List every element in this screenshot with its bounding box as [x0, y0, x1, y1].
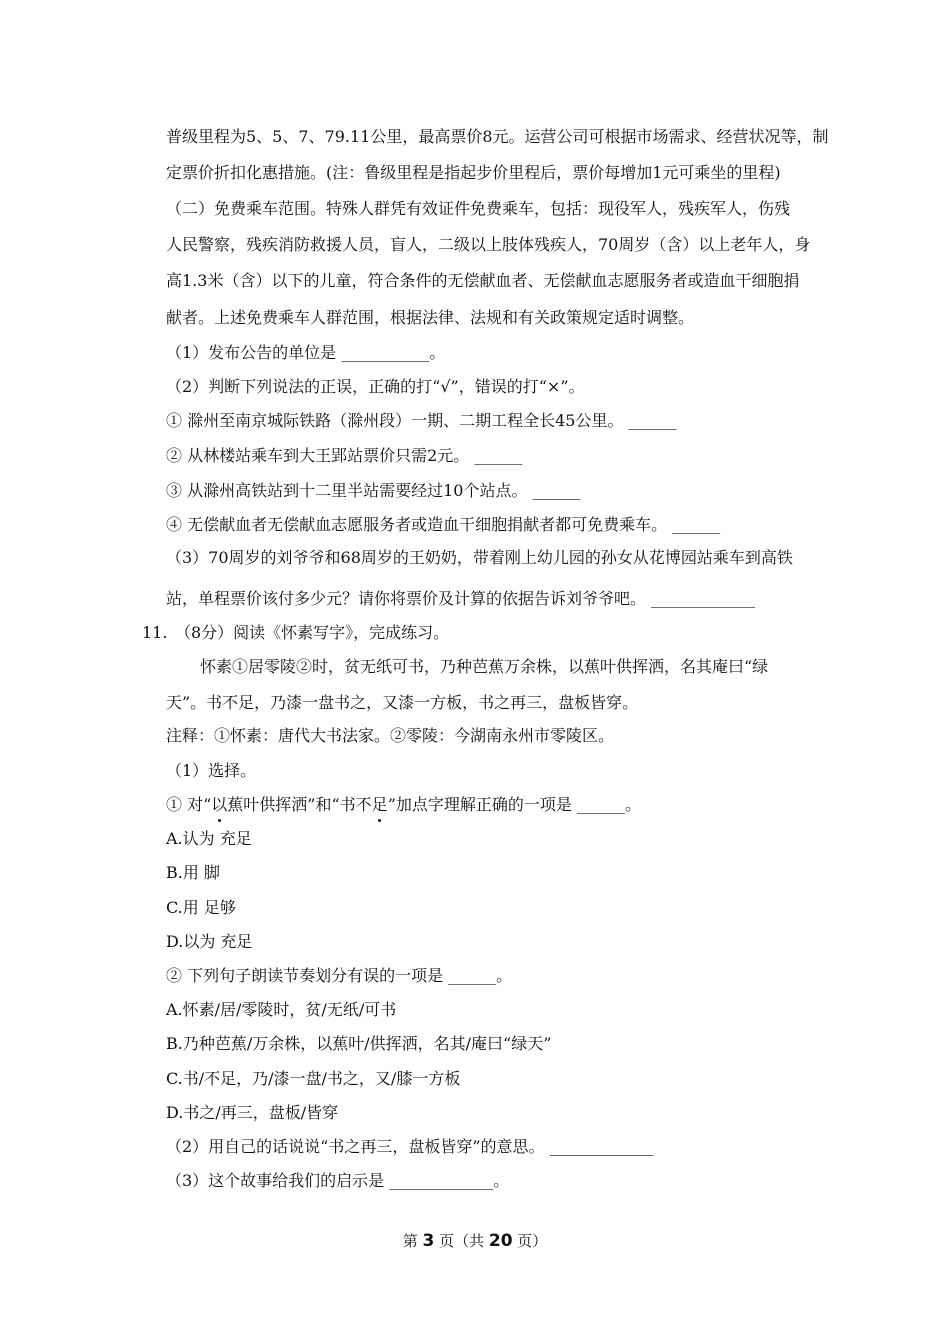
passage-line: （二）免费乘车范围。特殊人群凭有效证件免费乘车，包括：现役军人，残疾军人，伤残 — [166, 199, 791, 218]
option-d: D.以为 充足 — [166, 932, 253, 951]
passage-line: 人民警察，残疾消防救援人员，盲人，二级以上肢体残疾人，70周岁（含）以上老年人，身 — [166, 235, 811, 254]
option-a: A.认为 充足 — [166, 829, 252, 848]
subquestion-1-item-1 — [166, 794, 641, 816]
option-c: C.书/不足，乃/漆一盘/书之，又/膝一方板 — [166, 1069, 461, 1088]
question-2-item-3: ③ 从滁州高铁站到十二里半站需要经过10个站点。 ______ — [166, 481, 581, 500]
page-footer — [0, 1230, 950, 1252]
passage-line: 普级里程为5、5、7、79.11公里，最高票价8元。运营公司可根据市场需求、经营状况等，制 — [166, 127, 829, 146]
passage-line: 献者。上述免费乘车人群范围，根据法律、法规和有关政策规定适时调整。 — [166, 308, 695, 327]
text-segment: ”加点字理解正确的一项是 ______。 — [387, 795, 641, 814]
question-number: 11. — [142, 623, 168, 642]
classical-text-line: 天”。书不足，乃漆一盘书之，又漆一方板，书之再三，盘板皆穿。 — [166, 693, 639, 712]
passage-line: 定票价折扣化惠措施。(注：鲁级里程是指起步价里程后，票价每增加1元可乘坐的里程) — [166, 163, 781, 182]
question-2-item-2: ② 从林楼站乘车到大王郢站票价只需2元。 ______ — [166, 446, 523, 465]
subquestion-1: （1）选择。 — [166, 761, 257, 780]
annotation-note: 注释：①怀素：唐代大书法家。②零陵：今湖南永州市零陵区。 — [166, 726, 615, 745]
option-c: C.用 足够 — [166, 898, 236, 917]
option-b: B.用 脚 — [166, 863, 220, 882]
question-2-item-4: ④ 无偿献血者无偿献血志愿服务者或造血干细胞捐献者都可免费乘车。 ______ — [166, 515, 721, 534]
question-3-line-1: （3）70周岁的刘爷爷和68周岁的王奶奶，带着刚上幼儿园的孙女从花博园站乘车到高铁 — [166, 548, 793, 567]
total-page-number: 20 — [488, 1231, 513, 1251]
question-1: （1）发布公告的单位是 ___________。 — [166, 343, 446, 362]
footer-middle: 页（共 — [434, 1232, 489, 1250]
option-b: B.乃种芭蕉/万余株，以蕉叶/供挥洒，名其/庵曰“绿天” — [166, 1034, 552, 1053]
subquestion-1-item-2: ② 下列句子朗读节奏划分有误的一项是 ______。 — [166, 966, 513, 985]
passage-line: 高1.3米（含）以下的儿童，符合条件的无偿献血者、无偿献血志愿服务者或造血干细胞捐 — [166, 271, 800, 290]
question-2-item-1: ① 滁州至南京城际铁路（滁州段）一期、二期工程全长45公里。 ______ — [166, 411, 677, 430]
question-2: （2）判断下列说法的正误，正确的打“√”，错误的打“×”。 — [166, 377, 585, 396]
footer-suffix: 页） — [512, 1232, 548, 1250]
subquestion-2: （2）用自己的话说说“书之再三，盘板皆穿”的意思。 _____________ — [166, 1137, 654, 1156]
current-page-number: 3 — [422, 1231, 435, 1251]
option-a: A.怀素/居/零陵时，贫/无纸/可书 — [166, 1000, 397, 1019]
subquestion-3: （3）这个故事给我们的启示是 _____________。 — [166, 1171, 510, 1190]
text-segment: 蕉叶供挥洒”和“书不 — [227, 795, 372, 814]
dotted-char: 以 — [211, 795, 228, 814]
dotted-char: 足 — [371, 795, 388, 814]
text-segment: ① 对“ — [166, 795, 212, 814]
classical-text-line: 怀素①居零陵②时，贫无纸可书，乃种芭蕉万余株，以蕉叶供挥洒，名其庵曰“绿 — [200, 657, 769, 676]
option-d: D.书之/再三，盘板/皆穿 — [166, 1103, 339, 1122]
question-3-line-2: 站，单程票价该付多少元？请你将票价及计算的依据告诉刘爷爷吧。 _____________ — [166, 589, 756, 608]
question-title: （8分）阅读《怀素写字》，完成练习。 — [175, 623, 450, 642]
footer-prefix: 第 — [402, 1232, 423, 1250]
